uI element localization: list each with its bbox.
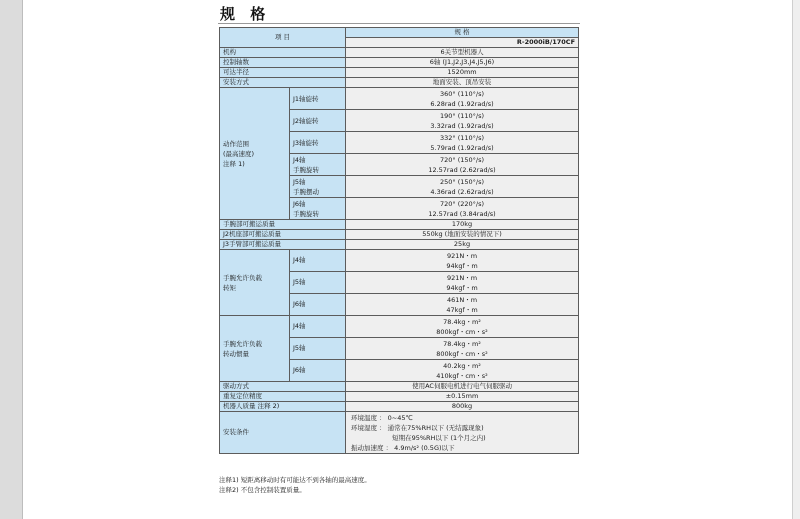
table-row <box>220 240 579 250</box>
motion-j5-label: J5轴 手腕摆动 <box>290 176 346 198</box>
table-row <box>220 58 579 68</box>
row-label-j3-payload: J3手臂部可搬运质量 <box>220 240 346 250</box>
motion-j2-value: 190° (110°/s) 3.32rad (1.92rad/s) <box>346 110 579 132</box>
inertia-j6-value: 40.2kg・m² 410kgf・cm・s² <box>346 360 579 382</box>
row-value-mass: 800kg <box>346 402 579 412</box>
table-row <box>220 78 579 88</box>
table-row <box>220 88 579 110</box>
table-row <box>220 412 579 454</box>
row-value-mount: 地面安装、顶吊安装 <box>346 78 579 88</box>
motion-j6-label: J6轴 手腕旋转 <box>290 198 346 220</box>
table-header-row <box>220 28 579 38</box>
inertia-j5-value: 78.4kg・m² 800kgf・cm・s² <box>346 338 579 360</box>
footnote-2: 注释2) 不包含控制装置质量。 <box>219 486 306 494</box>
torque-j4-label: J4轴 <box>290 250 346 272</box>
table-row <box>220 220 579 230</box>
header-item: 项 目 <box>220 28 346 48</box>
row-label-install: 安装条件 <box>220 412 346 454</box>
motion-j1-label: J1轴旋转 <box>290 88 346 110</box>
motion-j1-value: 360° (110°/s) 6.28rad (1.92rad/s) <box>346 88 579 110</box>
title-divider <box>218 23 580 24</box>
row-label-reach: 可达半径 <box>220 68 346 78</box>
table-row <box>220 316 579 338</box>
row-label-mass: 机器人质量 注释 2) <box>220 402 346 412</box>
motion-j6-value: 720° (220°/s) 12.57rad (3.84rad/s) <box>346 198 579 220</box>
header-spec: 规 格 <box>346 28 579 38</box>
row-label-j2-payload: J2机座部可搬运质量 <box>220 230 346 240</box>
inertia-j4-value: 78.4kg・m² 800kgf・cm・s² <box>346 316 579 338</box>
torque-j5-value: 921N・m 94kgf・m <box>346 272 579 294</box>
left-panel-edge <box>0 0 23 519</box>
row-label-mechanism: 机构 <box>220 48 346 58</box>
inertia-label: 手腕允许负载 转动惯量 <box>220 316 290 382</box>
torque-label: 手腕允许负载 转矩 <box>220 250 290 316</box>
row-value-wrist-payload: 170kg <box>346 220 579 230</box>
torque-j6-label: J6轴 <box>290 294 346 316</box>
motion-j4-value: 720° (150°/s) 12.57rad (2.62rad/s) <box>346 154 579 176</box>
inertia-j5-label: J5轴 <box>290 338 346 360</box>
row-value-drive: 使用AC伺服电机进行电气伺服驱动 <box>346 382 579 392</box>
motion-j4-label: J4轴 手腕旋转 <box>290 154 346 176</box>
motion-j2-label: J2轴旋转 <box>290 110 346 132</box>
table-row <box>220 392 579 402</box>
table-row <box>220 402 579 412</box>
row-value-j3-payload: 25kg <box>346 240 579 250</box>
row-value-mechanism: 6关节型机器人 <box>346 48 579 58</box>
motion-j3-label: J3轴旋转 <box>290 132 346 154</box>
motion-j5-value: 250° (150°/s) 4.36rad (2.62rad/s) <box>346 176 579 198</box>
table-row <box>220 250 579 272</box>
row-value-reach: 1520mm <box>346 68 579 78</box>
motion-j3-value: 332° (110°/s) 5.79rad (1.92rad/s) <box>346 132 579 154</box>
inertia-j6-label: J6轴 <box>290 360 346 382</box>
footnote-1: 注释1) 短距离移动时有可能达不到各轴的最高速度。 <box>219 476 371 484</box>
motion-range-label: 动作范围 (最高速度) 注释 1) <box>220 88 290 220</box>
row-label-wrist-payload: 手腕部可搬运质量 <box>220 220 346 230</box>
row-value-axes: 6轴 (J1,J2,J3,J4,J5,J6) <box>346 58 579 68</box>
row-label-repeatability: 重复定位精度 <box>220 392 346 402</box>
right-panel-edge <box>792 0 800 519</box>
torque-j4-value: 921N・m 94kgf・m <box>346 250 579 272</box>
row-label-mount: 安装方式 <box>220 78 346 88</box>
row-value-j2-payload: 550kg (地面安装的情况下) <box>346 230 579 240</box>
table-row <box>220 48 579 58</box>
row-label-axes: 控制轴数 <box>220 58 346 68</box>
torque-j5-label: J5轴 <box>290 272 346 294</box>
row-value-repeatability: ±0.15mm <box>346 392 579 402</box>
row-label-drive: 驱动方式 <box>220 382 346 392</box>
inertia-j4-label: J4轴 <box>290 316 346 338</box>
header-model: R-2000iB/170CF <box>346 38 579 48</box>
row-value-install: 环境温度 ： 0~45℃ 环境湿度 ： 通常在75%RH以下 (无结露现象) 短期在95%RH以下 (1个月之内) 振动加速度 ： 4.9m/s² (0.5G)以下 <box>346 412 579 454</box>
footnotes <box>219 475 371 495</box>
table-row <box>220 68 579 78</box>
table-row <box>220 382 579 392</box>
torque-j6-value: 461N・m 47kgf・m <box>346 294 579 316</box>
spec-table <box>219 27 579 454</box>
table-row <box>220 230 579 240</box>
page-title: 规 格 <box>220 5 271 23</box>
